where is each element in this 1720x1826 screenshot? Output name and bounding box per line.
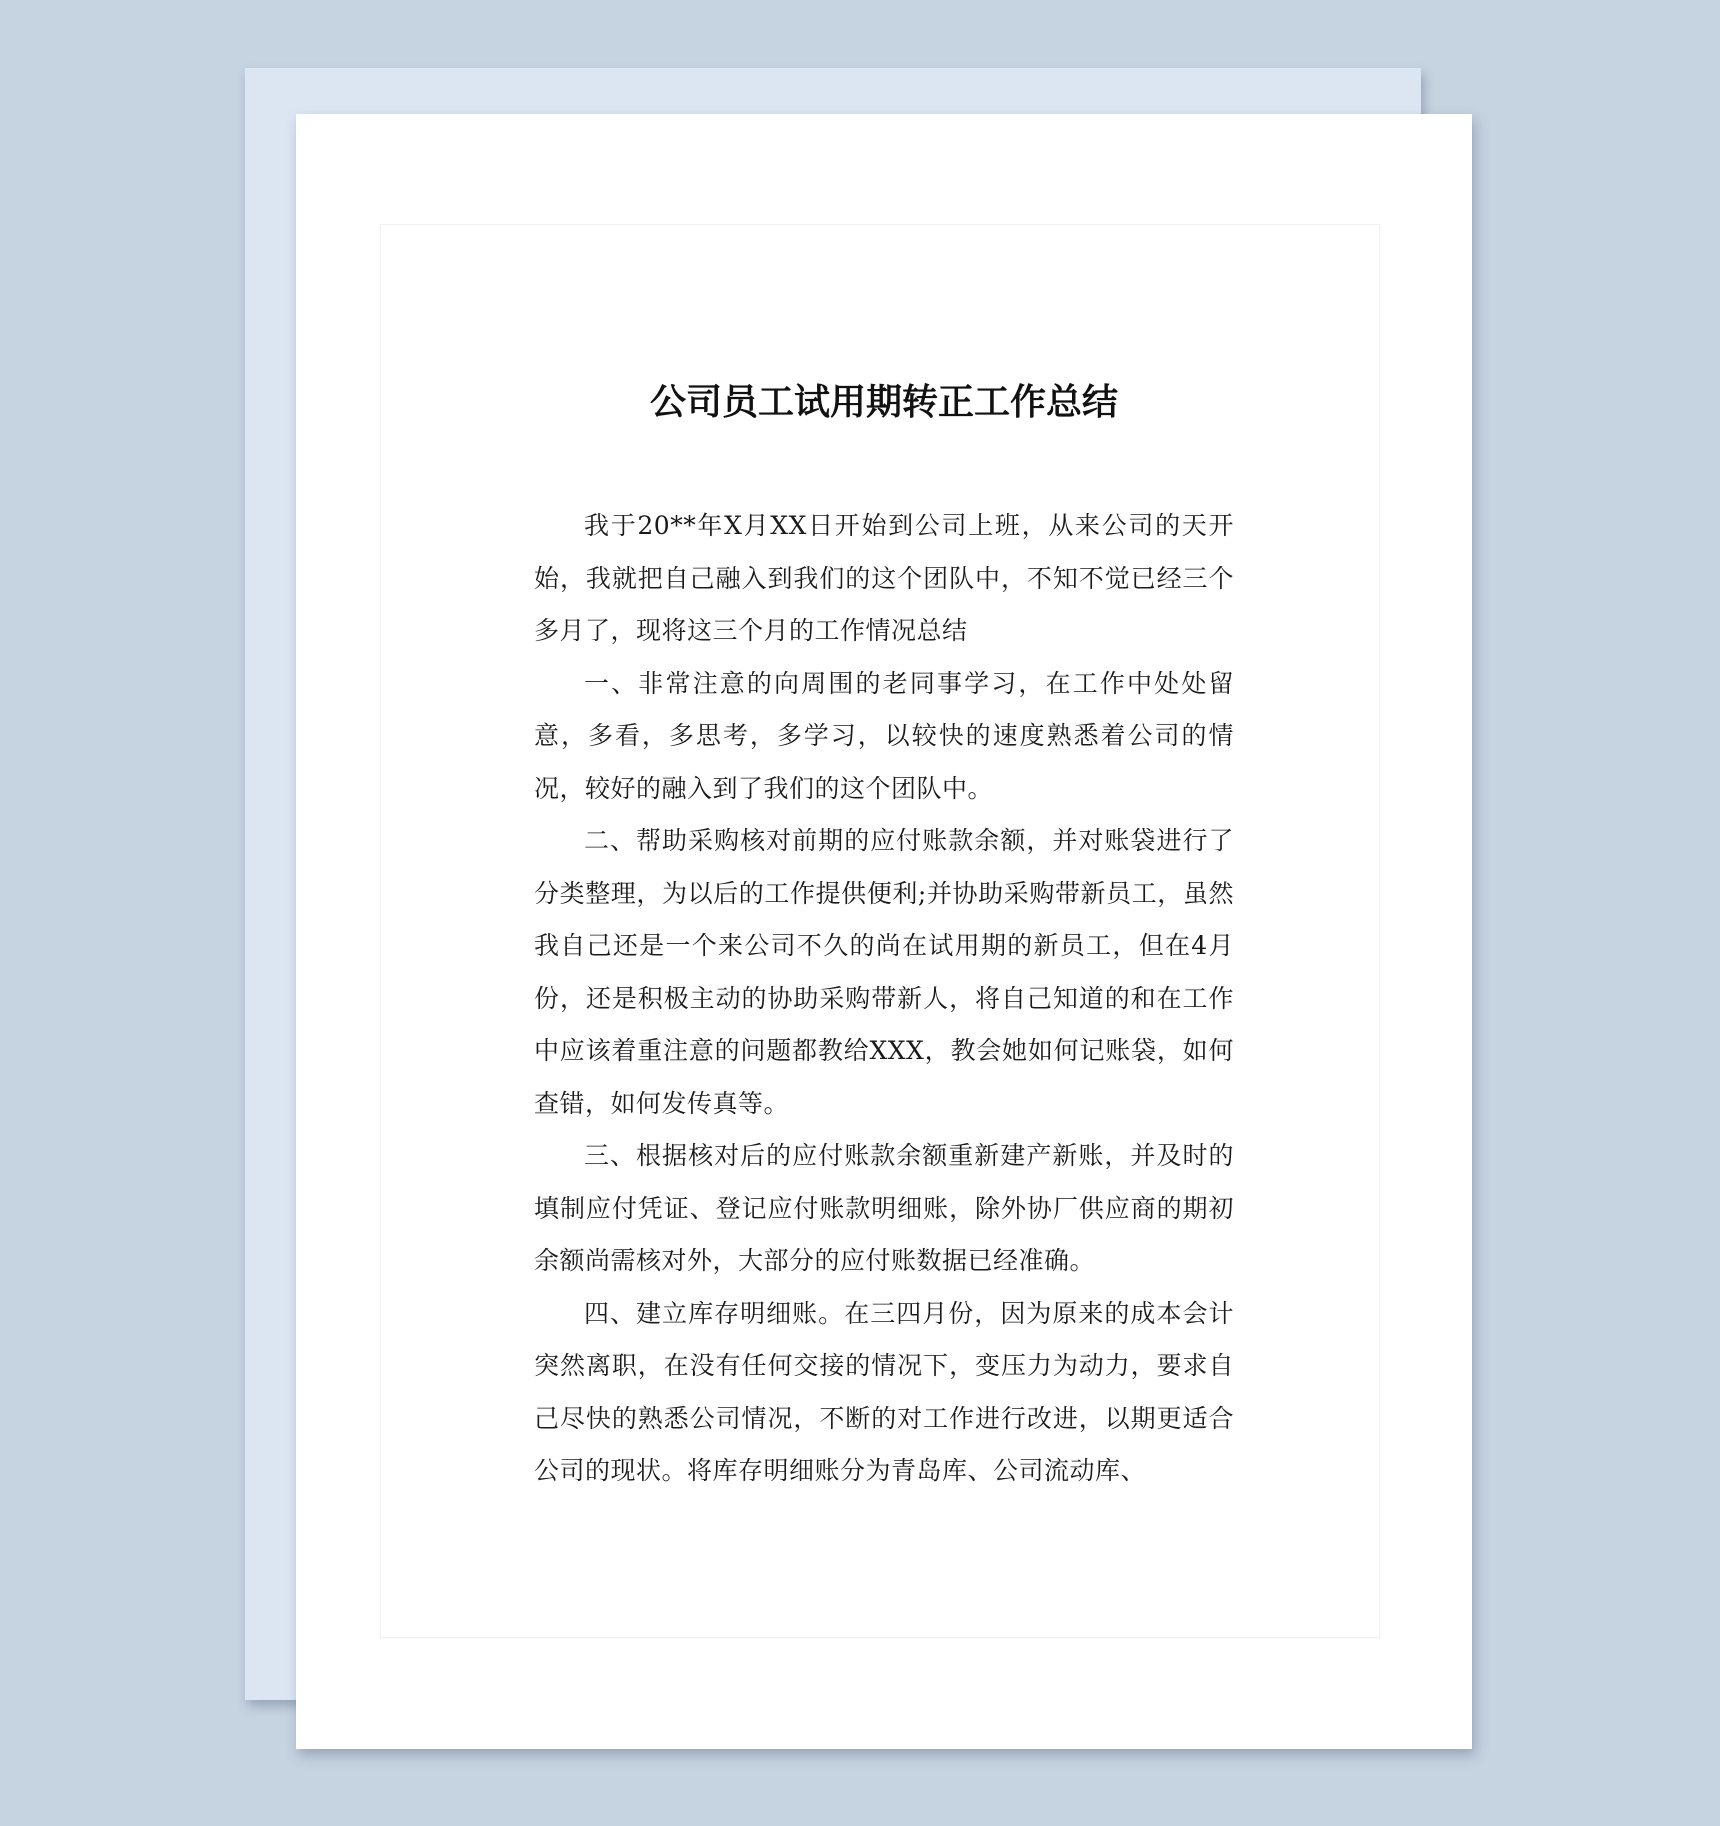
paragraph-item-1: 一、非常注意的向周围的老同事学习，在工作中处处留意，多看，多思考，多学习，以较快的速度熟悉着公司的情况，较好的融入到了我们的这个团队中。: [534, 668, 1234, 803]
document-title: 公司员工试用期转正工作总结: [649, 382, 1118, 423]
document-body: [534, 500, 1234, 1498]
document-page: [296, 114, 1472, 1749]
paragraph-intro: 我于20**年X月XX日开始到公司上班，从来公司的天开始，我就把自己融入到我们的这个团队中，不知不觉已经三个多月了，现将这三个月的工作情况总结: [534, 511, 1234, 645]
paragraph-item-3: 三、根据核对后的应付账款余额重新建产新账，并及时的填制应付凭证、登记应付账款明细账，除外协厂供应商的期初余额尚需核对外，大部分的应付账数据已经准确。: [534, 1141, 1234, 1275]
paragraph-item-2: 二、帮助采购核对前期的应付账款余额，并对账袋进行了分类整理，为以后的工作提供便利;并协助采购带新员工，虽然我自己还是一个来公司不久的尚在试用期的新员工，但在4月份，还是积极主动的协助采购带新人，将自己知道的和在工作中应该着重注意的问题都教给XXX，教会她如何记账袋，如何查错，如何发传真等。: [534, 826, 1234, 1118]
paragraph-item-4: 四、建立库存明细账。在三四月份，因为原来的成本会计突然离职，在没有任何交接的情况下，变压力为动力，要求自己尽快的熟悉公司情况，不断的对工作进行改进，以期更适合公司的现状。将库存明细账分为青岛库、公司流动库、: [534, 1298, 1234, 1485]
